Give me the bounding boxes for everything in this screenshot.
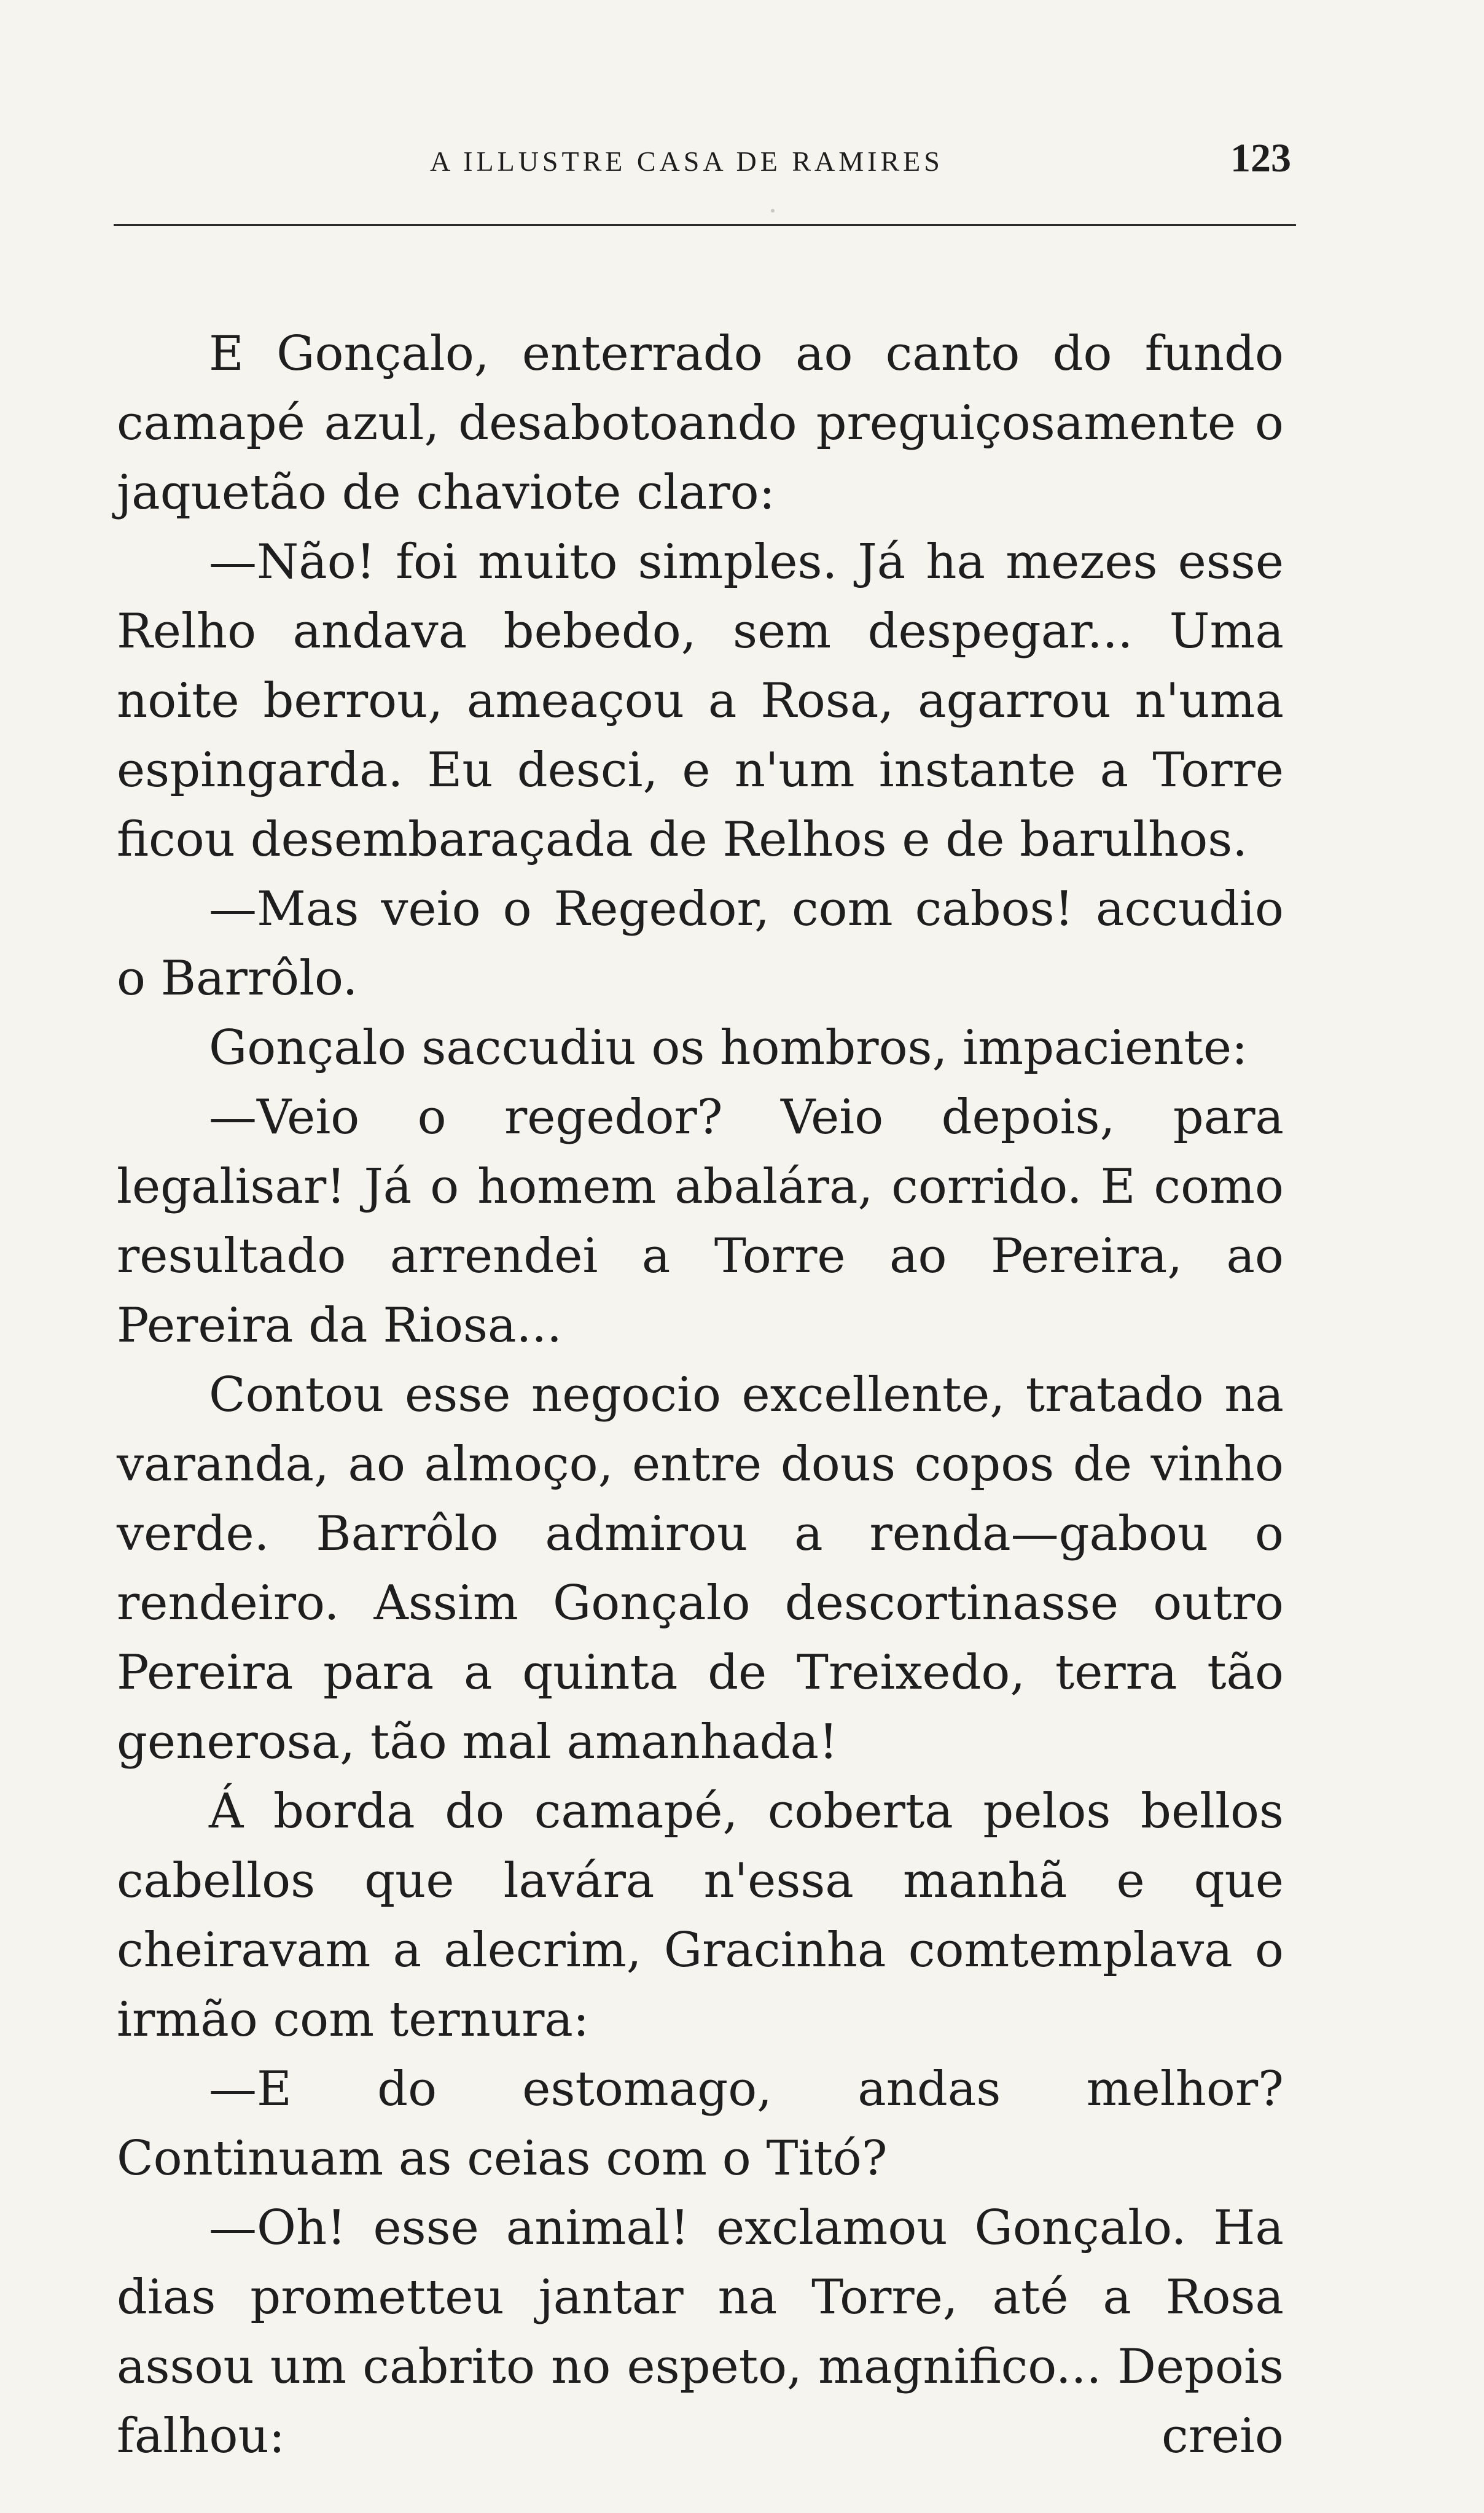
paragraph: —Não! foi muito simples. Já ha mezes esse Relho andava bebedo, sem despegar... Uma noite berrou, ameaçou a Rosa, agarrou n'uma espingarda. Eu desci, e n'um instante a Torre ficou desembaraçada de Relhos e de barulhos. [117,534,1284,867]
paragraph: Á borda do camapé, coberta pelos bellos cabellos que lavára n'essa manhã e que cheiravam a alecrim, Gracinha comtemplava o irmão com ternura: [117,1784,1284,2047]
paragraph: Gonçalo saccudiu os hombros, impaciente: [209,1020,1248,1076]
paragraph: —Mas veio o Regedor, com cabos! accudio o Barrôlo. [117,881,1284,1006]
running-title: A ILLUSTRE CASA DE RAMIRES [430,146,943,177]
paragraph: —Oh! esse animal! exclamou Gonçalo. Ha dias prometteu jantar na Torre, até a Rosa assou um cabrito no espeto, magnifico... Depois falhou: creio [117,2200,1284,2464]
running-head [117,134,1296,183]
paragraph: —Veio o regedor? Veio depois, para legalisar! Já o homem abalára, corrido. E como resultado arrendei a Torre ao Pereira, ao Pereira da Riosa... [117,1090,1284,1353]
page-number: 123 [1230,136,1291,181]
body-text [117,319,1284,2471]
paragraph: E Gonçalo, enterrado ao canto do fundo camapé azul, desabotoando preguiçosamente o jaquetão de chaviote claro: [117,326,1284,520]
print-speck [771,209,775,213]
paragraph: Contou esse negocio excellente, tratado na varanda, ao almoço, entre dous copos de vinho verde. Barrôlo admirou a renda—gabou o rendeiro. Assim Gonçalo descortinasse outro Pereira para a quinta de Treixedo, terra tão generosa, tão mal amanhada! [117,1367,1284,1770]
paragraph: —E do estomago, andas melhor? Continuam as ceias com o Titó? [117,2062,1284,2186]
header-rule [114,224,1296,226]
